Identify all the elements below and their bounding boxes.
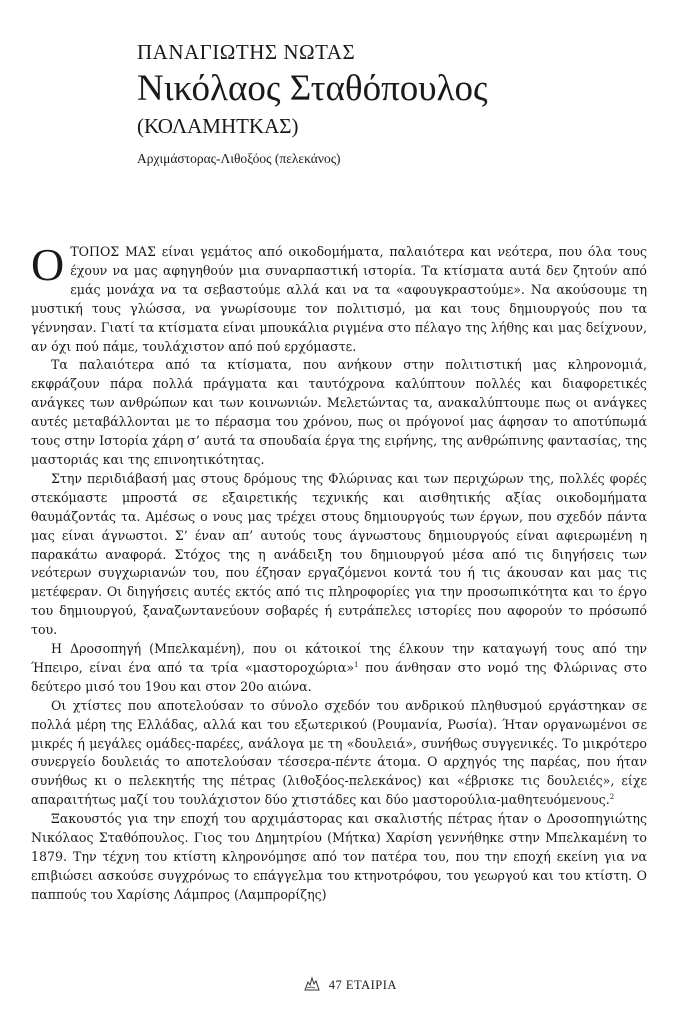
footnote-marker-2: 2 [609,793,615,802]
paragraph-4 [31,640,647,697]
paragraph-1-text: ΤΟΠΟΣ ΜΑΣ είναι γεμάτος από οικοδομήματα, παλαιότερα και νεότερα, που όλα τους έχουν να μας αφηγηθούν μια συναρπαστική ιστορία. Τα κτίσματα αυτά δεν ζητούν από εμάς μονάχα να τα σεβαστούμε αλλά και να τα «αφουγκραστούμε». Να ακούσουμε τη μυστική τους γλώσσα, να γνωρίσουμε τον πολιτισμό, μα και τους δημιουργούς που τα γέννησαν. Γιατί τα κτίσματα είναι μπουκάλια ριγμένα στο πέλαγο της λήθης και μας δείχνουν, αν όχι πού πάμε, τουλάχιστον από πού ερχόμαστε. [31,244,647,354]
article-header [137,40,657,168]
subject-role: Αρχιμάστορας-Λιθοξόος (πελεκάνος) [137,151,341,166]
page-footer [0,976,700,993]
footnote-marker-1: 1 [354,660,359,669]
paragraph-5-text: Οι χτίστες που αποτελούσαν το σύνολο σχεδόν του ανδρικού πληθυσμού εργάστηκαν σε πολλά μέρη της Ελλάδας, αλλά και του εξωτερικού (Ρουμανία, Ρωσία). Ήταν οργανωμένοι σε μικρές ή μεγάλες ομάδες-παρέες, ανάλογα με τη «δουλειά», συνήθως συγγενικές. Το μικρότερο συνεργείο δουλειάς το αποτελούσαν τέσσερα-πέντε άτομα. Ο αρχηγός της παρέας, που ήταν συνήθως κι ο πελεκητής της πέτρας (λιθοξόος-πελεκάνος) και «έβρισκε τις δουλειές», είχε απαραιτήτως μαζί του τουλάχιστον δύο χτιστάδες και δύο μαστορούλια-μαθητευόμενους. [31,697,647,808]
paragraph-4-end: που άνθησαν στο νομό της Φλώρινας στο δεύτερο μισό του 19ου και στον 20ο αιώνα. [31,659,647,694]
article-body [31,239,647,905]
paragraph-1 [31,239,647,356]
paragraph-3: Στην περιδιάβασή μας στους δρόμους της Φλώρινας και των περιχώρων της, πολλές φορές στεκόμαστε μπροστά σε εξαιρετικής τεχνικής και αισθητικής αξίας οικοδομήματα θαυμάζοντάς τα. Αμέσως ο νους μας τρέχει στους δημιουργούς των έργων, που σχεδόν πάντα μας είναι άγνωστοι. Σ’ έναν απ’ αυτούς τους άγνωστους δημιουργούς είναι αφιερωμένη η παρακάτω αναφορά. Στόχος της η ανάδειξη του δημιουργού μέσα από τις διηγήσεις των νεότερων συγχωριανών του, που έζησαν εργαζόμενοι κοντά του ή τις άκουσαν και μας τις μετέφεραν. Οι διηγήσεις αυτές εκτός από τις πληροφορίες για την προσωπικότητα και το έργο του δημιουργού, ξαναζωντανεύουν σοβαρές ή ευτράπελες ιστορίες που αφορούν το πρόσωπό του. [31,470,647,638]
drop-cap: Ο [31,239,65,290]
paragraph-4-text: Η Δροσοπηγή (Μπελκαμένη), που οι κάτοικοί της έλκουν την καταγωγή τους από την Ήπειρο, είναι ένα από τα τρία «μαστοροχώρια» [31,641,647,675]
author-name: ΠΑΝΑΓΙΩΤΗΣ ΝΩΤΑΣ [137,40,356,64]
article-subtitle: (ΚΟΛΑΜΗΤΚΑΣ) [137,114,299,138]
paragraph-2: Τα παλαιότερα από τα κτίσματα, που ανήκουν στην πολιτιστική μας κληρονομιά, εκφράζουν πάρα πολλά πράγματα και ταυτόχρονα καλύπτουν πολλές και διαφορετικές ανάγκες των ανθρώπων και των κοινωνιών. Μελετώντας τα, ανακαλύπτουμε πως οι ανάγκες αυτές μεταβάλλονται με το πέρασμα του χρόνου, πως οι πρόγονοί μας άφησαν το αποτύπωμά τους στην Ιστορία χάρη σ’ αυτά τα σπουδαία έργα της ειρήνης, της ανθρώπινης φαντασίας, της μαστοριάς και της επινοητικότητας. [31,357,647,467]
journal-name: ΕΤΑΙΡΙΑ [345,978,397,992]
society-logo-icon [303,976,321,992]
article-title: Νικόλαος Σταθόπουλος [137,68,488,109]
page-number: 47 [328,978,343,992]
paragraph-6: Ξακουστός για την εποχή του αρχιμάστορας και σκαλιστής πέτρας ήταν ο Δροσοπηγιώτης Νικόλαος Σταθόπουλος. Γιος του Δημητρίου (Μήτκα) Χαρίση γεννήθηκε στην Μπελκαμένη το 1879. Την τέχνη του κτίστη κληρονόμησε από τον πατέρα του, που την εποχή εκείνη για να επιβιώσει ασκούσε συγχρόνως το επάγγελμα του κτηνοτρόφου, του γεωργού και του κτίστη. Ο παππούς του Χαρίσης Λάμπρος (Λαμπρορίζης) [31,811,647,902]
paragraph-5 [31,697,647,810]
